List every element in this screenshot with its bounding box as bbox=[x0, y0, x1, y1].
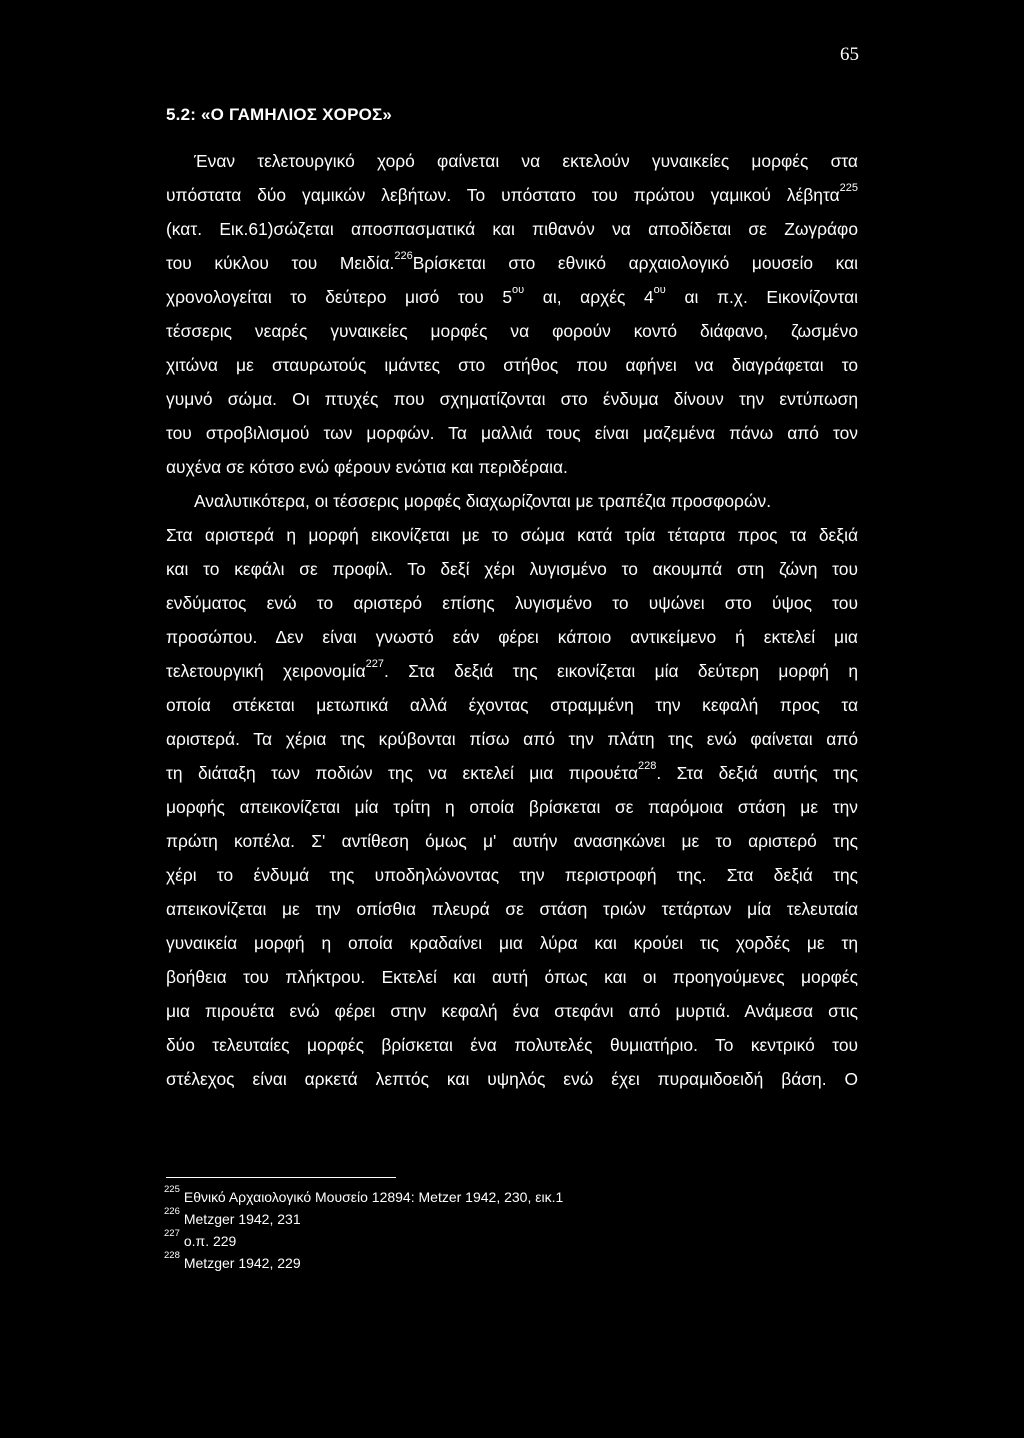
body-line-22: χέρι το ένδυμά της υποδηλώνοντας την περιστροφή της. Στα δεξιά της bbox=[166, 865, 858, 885]
footnote-228: $^{228}$ Metzger 1942, 229 bbox=[164, 1250, 301, 1271]
body-line-20: μορφής απεικονίζεται μία τρίτη η οποία βρίσκεται σε παρόμοια στάση με την bbox=[166, 797, 858, 817]
body-line-28: στέλεχος είναι αρκετά λεπτός και υψηλός ενώ έχει πυραμιδοειδή βάση. Ο bbox=[166, 1069, 858, 1089]
body-line-21: πρώτη κοπέλα. Σ' αντίθεση όμως μ' αυτήν ανασηκώνει με το αριστερό της bbox=[166, 831, 858, 851]
body-line-6: τέσσερις νεαρές γυναικείες μορφές να φορούν κοντό διάφανο, ζωσμένο bbox=[166, 321, 858, 341]
footnote-226: $^{226}$ Metzger 1942, 231 bbox=[164, 1206, 301, 1227]
body-line-1: Έναν τελετουργικό χορό φαίνεται να εκτελούν γυναικείες μορφές στα bbox=[194, 151, 858, 171]
body-line-4: του κύκλου του Μειδία.$^{226}$Βρίσκεται στο εθνικό αρχαιολογικό μουσείο και bbox=[166, 250, 858, 273]
body-line-5: χρονολογείται το δεύτερο μισό του $5^{o\upsilon}$ αι, αρχές $4^{o\upsilon}$ αι π.χ. Εικονίζονται bbox=[166, 284, 858, 307]
body-line-2: υπόστατα δύο γαμικών λεβήτων. Το υπόστατο του πρώτου γαμικού λέβητα$^{225}$ bbox=[166, 182, 858, 205]
body-line-12: Στα αριστερά η μορφή εικονίζεται με το σώμα κατά τρία τέταρτα προς τα δεξιά bbox=[166, 525, 858, 545]
body-line-9: του στροβιλισμού των μορφών. Τα μαλλιά τους είναι μαζεμένα πάνω από τον bbox=[166, 423, 858, 443]
footnote-ref-227: 227 bbox=[365, 658, 385, 671]
footnote-ref-228: 228 bbox=[638, 760, 657, 773]
body-line-25: βοήθεια του πλήκτρου. Εκτελεί και αυτή όπως και οι προηγούμενες μορφές bbox=[166, 967, 858, 987]
body-line-23: απεικονίζεται με την οπίσθια πλευρά σε στάση τριών τετάρτων μία τελευταία bbox=[166, 899, 858, 919]
section-heading: 5.2: «Ο ΓΑΜΗΛΙΟΣ ΧΟΡΟΣ» bbox=[166, 105, 393, 124]
body-line-8: γυμνό σώμα. Οι πτυχές που σχηματίζονται στο ένδυμα δίνουν την εντύπωση bbox=[166, 389, 858, 409]
page-number: 65 bbox=[840, 44, 859, 65]
footnote-ref-225: 225 bbox=[839, 182, 858, 195]
body-line-11: Αναλυτικότερα, οι τέσσερις μορφές διαχωρίζονται με τραπέζια προσφορών. bbox=[194, 491, 772, 511]
body-line-26: μια πιρουέτα ενώ φέρει στην κεφαλή ένα στεφάνι από μυρτιά. Ανάμεσα στις bbox=[166, 1001, 858, 1021]
body-line-18: αριστερά. Τα χέρια της κρύβονται πίσω από την πλάτη της ενώ φαίνεται από bbox=[166, 729, 858, 749]
footnote-225: $^{225}$ Εθνικό Αρχαιολογικό Μουσείο 12894: Metzer 1942, 230, εικ.1 bbox=[164, 1184, 564, 1205]
body-line-19: τη διάταξη των ποδιών της να εκτελεί μια πιρουέτα$^{228}$. Στα δεξιά αυτής της bbox=[166, 760, 858, 783]
footnote-ref-226: 226 bbox=[394, 250, 413, 263]
body-line-7: χιτώνα με σταυρωτούς ιμάντες στο στήθος που αφήνει να διαγράφεται το bbox=[166, 355, 858, 375]
body-line-15: προσώπου. Δεν είναι γνωστό εάν φέρει κάποιο αντικείμενο ή εκτελεί μια bbox=[166, 627, 858, 647]
body-line-3: (κατ. Εικ.61)σώζεται αποσπασματικά και πιθανόν να αποδίδεται σε Ζωγράφο bbox=[166, 219, 858, 239]
footnote-separator bbox=[166, 1177, 396, 1178]
body-line-13: και το κεφάλι σε προφίλ. Το δεξί χέρι λυγισμένο το ακουμπά στη ζώνη του bbox=[166, 559, 858, 579]
body-line-17: οποία στέκεται μετωπικά αλλά έχοντας στραμμένη την κεφαλή προς τα bbox=[166, 695, 858, 715]
body-line-24: γυναικεία μορφή η οποία κραδαίνει μια λύρα και κρούει τις χορδές με τη bbox=[166, 933, 858, 953]
footnote-227: $^{227}$ ο.π. 229 bbox=[164, 1228, 237, 1249]
body-line-10: αυχένα σε κότσο ενώ φέρουν ενώτια και περιδέραια. bbox=[166, 457, 568, 477]
body-line-16: τελετουργική χειρονομία$^{227}$. Στα δεξιά της εικονίζεται μία δεύτερη μορφή η bbox=[166, 658, 858, 681]
body-line-27: δύο τελευταίες μορφές βρίσκεται ένα πολυτελές θυμιατήριο. Το κεντρικό του bbox=[166, 1035, 858, 1055]
body-line-14: ενδύματος ενώ το αριστερό επίσης λυγισμένο το υψώνει στο ύψος του bbox=[166, 593, 858, 613]
